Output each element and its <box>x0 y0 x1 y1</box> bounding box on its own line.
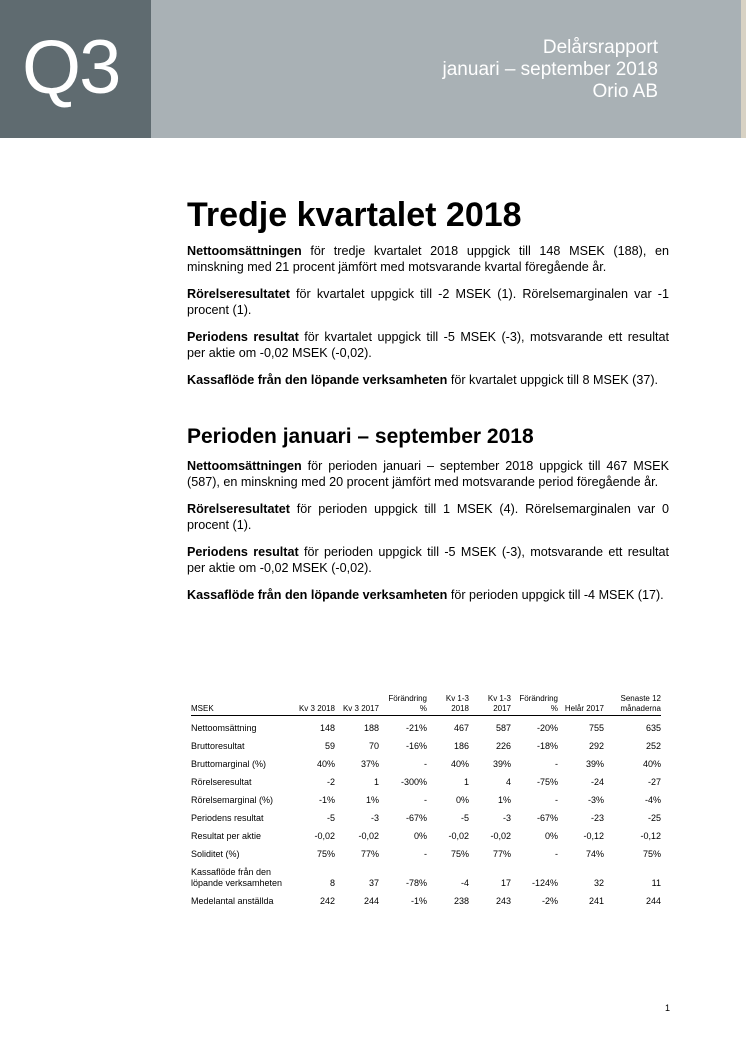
table-cell: 244 <box>363 895 379 906</box>
column-header-line: Förändring <box>388 694 427 703</box>
table-row <box>191 845 661 863</box>
paragraph-lead: Periodens resultat <box>187 330 299 344</box>
table-cell: -2% <box>541 895 558 906</box>
paragraph-lead: Kassaflöde från den löpande verksamheten <box>187 373 448 387</box>
row-label-line: Medelantal anställda <box>191 895 274 906</box>
summary-paragraph <box>187 587 669 603</box>
row-label-line: Bruttoresultat <box>191 740 245 751</box>
table-cell: 1 <box>463 776 469 787</box>
table-cell: 40% <box>450 758 469 769</box>
table-row <box>191 791 661 809</box>
table-cell: -0,02 <box>490 830 511 841</box>
paragraph-text: för perioden uppgick till 1 MSEK (4). Rörelsemarginalen var 0 procent (1). <box>187 502 669 532</box>
table-cell: 467 <box>453 722 469 733</box>
column-header-line: Senaste 12 <box>620 694 661 703</box>
summary-paragraph <box>187 243 669 275</box>
paragraph-lead: Nettoomsättningen <box>187 459 302 473</box>
table-cell: 39% <box>492 758 511 769</box>
table-cell: -25 <box>647 812 661 823</box>
report-type: Delårsrapport <box>542 37 658 58</box>
column-header-line: % <box>419 704 427 713</box>
table-cell: 75% <box>642 848 661 859</box>
table-cell: 70 <box>368 740 379 751</box>
table-cell: 0% <box>455 794 469 805</box>
paragraph-text: för perioden januari – september 2018 uppgick till 467 MSEK (587), en minskning med 20 procent jämfört med motsvarande period föregående år. <box>187 459 669 489</box>
paragraph-lead: Nettoomsättningen <box>187 244 302 258</box>
table-cell: 755 <box>588 722 604 733</box>
table-cell: 40% <box>316 758 335 769</box>
table-cell: - <box>555 794 558 805</box>
row-label <box>191 737 291 755</box>
row-label-line: Soliditet (%) <box>191 848 240 859</box>
column-header-line: månaderna <box>620 704 661 713</box>
table-cell: -3% <box>587 794 604 805</box>
section1-paragraphs <box>187 243 669 388</box>
row-label <box>191 845 291 863</box>
table-row <box>191 755 661 773</box>
table-cell: -3 <box>502 812 511 823</box>
row-label-line: Periodens resultat <box>191 812 264 823</box>
table-cell: -24 <box>590 776 604 787</box>
table-cell: 40% <box>642 758 661 769</box>
table-cell: - <box>424 848 427 859</box>
table-cell: 8 <box>329 878 335 888</box>
table-cell: -300% <box>400 776 427 787</box>
table-row <box>191 892 661 910</box>
table-cell: -0,02 <box>314 830 335 841</box>
table-cell: -5 <box>460 812 469 823</box>
table-cell: -78% <box>405 878 427 888</box>
paragraph-text: för tredje kvartalet 2018 uppgick till 148 MSEK (188), en minskning med 21 procent jämfört med motsvarande kvartal föregående år. <box>187 244 669 274</box>
summary-paragraph <box>187 286 669 318</box>
table-cell: -3 <box>370 812 379 823</box>
row-label-line: Rörelsemarginal (%) <box>191 794 274 805</box>
column-header <box>469 694 511 716</box>
table-cell: 75% <box>450 848 469 859</box>
column-header <box>191 694 291 716</box>
row-label-line: Resultat per aktie <box>191 830 262 841</box>
section1-title: Tredje kvartalet 2018 <box>187 196 522 234</box>
table-cell: -0,02 <box>448 830 469 841</box>
row-label <box>191 863 291 892</box>
table-cell: -16% <box>405 740 427 751</box>
table-cell: -5 <box>326 812 335 823</box>
table-cell: 1 <box>373 776 379 787</box>
header-title-block <box>443 37 658 103</box>
column-header <box>558 694 604 716</box>
summary-paragraph <box>187 501 669 533</box>
column-header <box>379 694 427 716</box>
table-cell: 238 <box>453 895 469 906</box>
table-cell: -0,12 <box>640 830 661 841</box>
paragraph-lead: Kassaflöde från den löpande verksamheten <box>187 588 448 602</box>
table-row <box>191 827 661 845</box>
table-cell: 0% <box>544 830 558 841</box>
table-cell: 39% <box>585 758 604 769</box>
table-cell: -4% <box>644 794 661 805</box>
table-cell: 292 <box>588 740 604 751</box>
paragraph-text: för kvartalet uppgick till 8 MSEK (37). <box>447 373 659 387</box>
paragraph-lead: Periodens resultat <box>187 545 299 559</box>
table-cell: 241 <box>588 895 604 906</box>
column-header <box>511 694 558 716</box>
table-cell: 635 <box>645 722 661 733</box>
column-header-line: % <box>550 704 558 713</box>
table-cell: -23 <box>590 812 604 823</box>
row-label-line: Kassaflöde från den <box>191 867 272 877</box>
table-body <box>191 716 661 911</box>
row-label <box>191 716 291 738</box>
table-cell: 75% <box>316 848 335 859</box>
row-label <box>191 809 291 827</box>
column-header-line: MSEK <box>191 704 214 713</box>
table-cell: 1% <box>497 794 511 805</box>
table-cell: - <box>555 758 558 769</box>
table-cell: 37 <box>368 878 379 888</box>
row-label <box>191 892 291 910</box>
company-name: Orio AB <box>592 81 658 102</box>
quarter-box <box>0 0 151 138</box>
table-cell: 186 <box>453 740 469 751</box>
table-row <box>191 863 661 892</box>
row-label-line: Bruttomarginal (%) <box>191 758 267 769</box>
row-label <box>191 791 291 809</box>
table-cell: - <box>424 794 427 805</box>
row-label <box>191 755 291 773</box>
table-cell: - <box>424 758 427 769</box>
summary-paragraph <box>187 458 669 490</box>
summary-paragraph <box>187 372 669 388</box>
table-row <box>191 716 661 738</box>
table-cell: -67% <box>536 812 558 823</box>
column-header-line: Kv 1-3 <box>445 694 469 703</box>
paragraph-text: för kvartalet uppgick till -5 MSEK (-3), motsvarande ett resultat per aktie om -0,02 MSEK (-0,02). <box>187 330 669 360</box>
key-figures-table <box>191 694 661 910</box>
column-header-line: Kv 3 2018 <box>298 704 335 713</box>
paragraph-text: för perioden uppgick till -4 MSEK (17). <box>447 588 664 602</box>
section2-paragraphs <box>187 458 669 603</box>
header-band-edge <box>741 0 746 138</box>
table-row <box>191 737 661 755</box>
column-header-line: 2017 <box>493 704 511 713</box>
table-cell: 243 <box>495 895 511 906</box>
page-number: 1 <box>665 1003 671 1013</box>
table-cell: 242 <box>319 895 335 906</box>
table-cell: 148 <box>319 722 335 733</box>
table-cell: -75% <box>536 776 558 787</box>
table-cell: 59 <box>324 740 335 751</box>
row-label <box>191 773 291 791</box>
table-cell: 74% <box>585 848 604 859</box>
table-header-row <box>191 694 661 716</box>
section2-title: Perioden januari – september 2018 <box>187 425 534 448</box>
table-cell: -2 <box>326 776 335 787</box>
table-cell: -124% <box>531 878 558 888</box>
table-cell: 252 <box>645 740 661 751</box>
table-cell: -27 <box>647 776 661 787</box>
row-label <box>191 827 291 845</box>
table-cell: 77% <box>360 848 379 859</box>
table-cell: - <box>555 848 558 859</box>
column-header <box>604 694 661 716</box>
table-cell: -67% <box>405 812 427 823</box>
table-row <box>191 809 661 827</box>
table-cell: 11 <box>651 878 661 888</box>
row-label-line: löpande verksamheten <box>191 878 283 888</box>
paragraph-lead: Rörelseresultatet <box>187 287 290 301</box>
column-header-line: Kv 1-3 <box>487 694 511 703</box>
column-header-line: Helår 2017 <box>564 704 604 713</box>
column-header <box>427 694 469 716</box>
row-label-line: Nettoomsättning <box>191 722 257 733</box>
table-cell: -1% <box>318 794 335 805</box>
table-cell: -21% <box>405 722 427 733</box>
report-header <box>0 0 746 138</box>
table-cell: 0% <box>413 830 427 841</box>
table-cell: -1% <box>410 895 427 906</box>
table-cell: -4 <box>460 878 469 888</box>
column-header <box>335 694 379 716</box>
report-period: januari – september 2018 <box>442 59 658 80</box>
column-header-line: 2018 <box>451 704 469 713</box>
table-cell: 32 <box>593 878 604 888</box>
main-content <box>187 195 669 603</box>
row-label-line: Rörelseresultat <box>191 776 252 787</box>
summary-paragraph <box>187 544 669 576</box>
table-cell: -18% <box>536 740 558 751</box>
table-cell: 77% <box>492 848 511 859</box>
paragraph-text: för kvartalet uppgick till -2 MSEK (1). Rörelsemarginalen var -1 procent (1). <box>187 287 669 317</box>
table-cell: 17 <box>500 878 511 888</box>
table-cell: -20% <box>536 722 558 733</box>
summary-paragraph <box>187 329 669 361</box>
table-cell: 226 <box>495 740 511 751</box>
paragraph-lead: Rörelseresultatet <box>187 502 290 516</box>
table-cell: 37% <box>360 758 379 769</box>
table-cell: -0,12 <box>583 830 604 841</box>
table-cell: 587 <box>495 722 511 733</box>
column-header-line: Förändring <box>519 694 558 703</box>
table-cell: 4 <box>505 776 511 787</box>
column-header-line: Kv 3 2017 <box>342 704 379 713</box>
table-cell: -0,02 <box>358 830 379 841</box>
table-row <box>191 773 661 791</box>
table-cell: 244 <box>645 895 661 906</box>
column-header <box>291 694 335 716</box>
quarter-label: Q3 <box>22 25 120 110</box>
paragraph-text: för perioden uppgick till -5 MSEK (-3), motsvarande ett resultat per aktie om -0,02 MSEK (-0,02). <box>187 545 669 575</box>
table-cell: 1% <box>365 794 379 805</box>
table-cell: 188 <box>363 722 379 733</box>
